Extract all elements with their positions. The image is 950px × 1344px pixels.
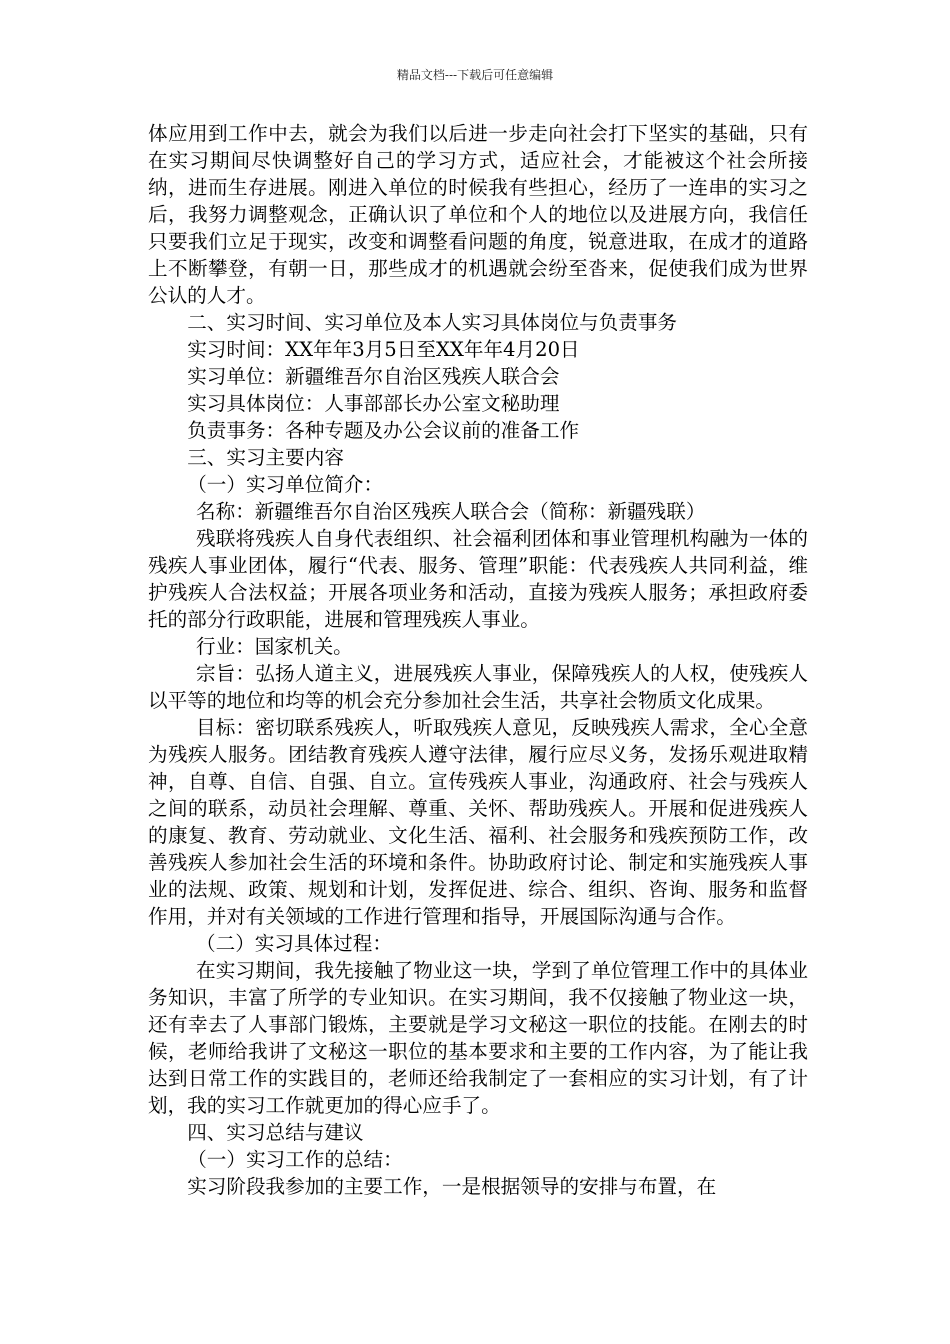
paragraph: 残联将残疾人自身代表组织、社会福利团体和事业管理机构融为一体的残疾人事业团体，履行“代表、服务、管理”职能：代表残疾人共同利益，维护残疾人合法权益；开展各项业务和活动，直接为残疾人服务；承担政府委托的部分行政职能，进展和管理残疾人事业。 <box>148 527 808 631</box>
paragraph: 负责事务：各种专题及办公会议前的准备工作 <box>187 419 580 442</box>
subsection-heading: （一）实习工作的总结： <box>187 1148 403 1171</box>
section-heading: 四、实习总结与建议 <box>187 1121 364 1144</box>
paragraph: 体应用到工作中去，就会为我们以后进一步走向社会打下坚实的基础，只有在实习期间尽快调整好自己的学习方式，适应社会，才能被这个社会所接纳，进而生存进展。刚进入单位的时候我有些担心，经历了一连串的实习之后，我努力调整观念，正确认识了单位和个人的地位以及进展方向，我信任只要我们立足于现实，改变和调整看问题的角度，锐意进取，在成才的道路上不断攀登，有朝一日，那些成才的机遇就会纷至沓来，促使我们成为世界公认的人才。 <box>148 122 808 307</box>
paragraph: 目标：密切联系残疾人，听取残疾人意见，反映残疾人需求，全心全意为残疾人服务。团结教育残疾人遵守法律，履行应尽义务，发扬乐观进取精神，自尊、自信、自强、自立。宣传残疾人事业，沟通政府、社会与残疾人之间的联系，动员社会理解、尊重、关怀、帮助残疾人。开展和促进残疾人的康复、教育、劳动就业、文化生活、福利、社会服务和残疾预防工作，改善残疾人参加社会生活的环境和条件。协助政府讨论、制定和实施残疾人事业的法规、政策、规划和计划，发挥促进、综合、组织、咨询、服务和监督作用，并对有关领域的工作进行管理和指导，开展国际沟通与合作。 <box>148 716 808 928</box>
subsection-heading: （二）实习具体过程： <box>196 932 392 955</box>
paragraph: 实习单位：新疆维吾尔自治区残疾人联合会 <box>187 365 560 388</box>
subsection-heading: （一）实习单位简介： <box>187 473 384 496</box>
section-heading: 三、实习主要内容 <box>187 446 344 469</box>
paragraph: 名称：新疆维吾尔自治区残疾人联合会（简称：新疆残联） <box>196 500 706 523</box>
document-body <box>148 120 808 1200</box>
paragraph: 在实习期间，我先接触了物业这一块，学到了单位管理工作中的具体业务知识，丰富了所学的专业知识。在实习期间，我不仅接触了物业这一块，还有幸去了人事部门锻炼，主要就是学习文秘这一职位的技能。在刚去的时候，老师给我讲了文秘这一职位的基本要求和主要的工作内容，为了能让我达到日常工作的实践目的，老师还给我制定了一套相应的实习计划，有了计划，我的实习工作就更加的得心应手了。 <box>148 959 808 1117</box>
section-heading: 二、实习时间、实习单位及本人实习具体岗位与负责事务 <box>187 311 678 334</box>
paragraph: 实习阶段我参加的主要工作，一是根据领导的安排与布置，在 <box>187 1175 717 1198</box>
page-header: 精品文档---下载后可任意编辑 <box>396 68 554 82</box>
paragraph: 行业：国家机关。 <box>196 635 353 658</box>
paragraph: 实习具体岗位：人事部部长办公室文秘助理 <box>187 392 560 415</box>
paragraph: 宗旨：弘扬人道主义，进展残疾人事业，保障残疾人的人权，使残疾人以平等的地位和均等的机会充分参加社会生活，共享社会物质文化成果。 <box>148 662 808 712</box>
paragraph: 实习时间：XX年年3月5日至XX年年4月20日 <box>187 338 580 361</box>
